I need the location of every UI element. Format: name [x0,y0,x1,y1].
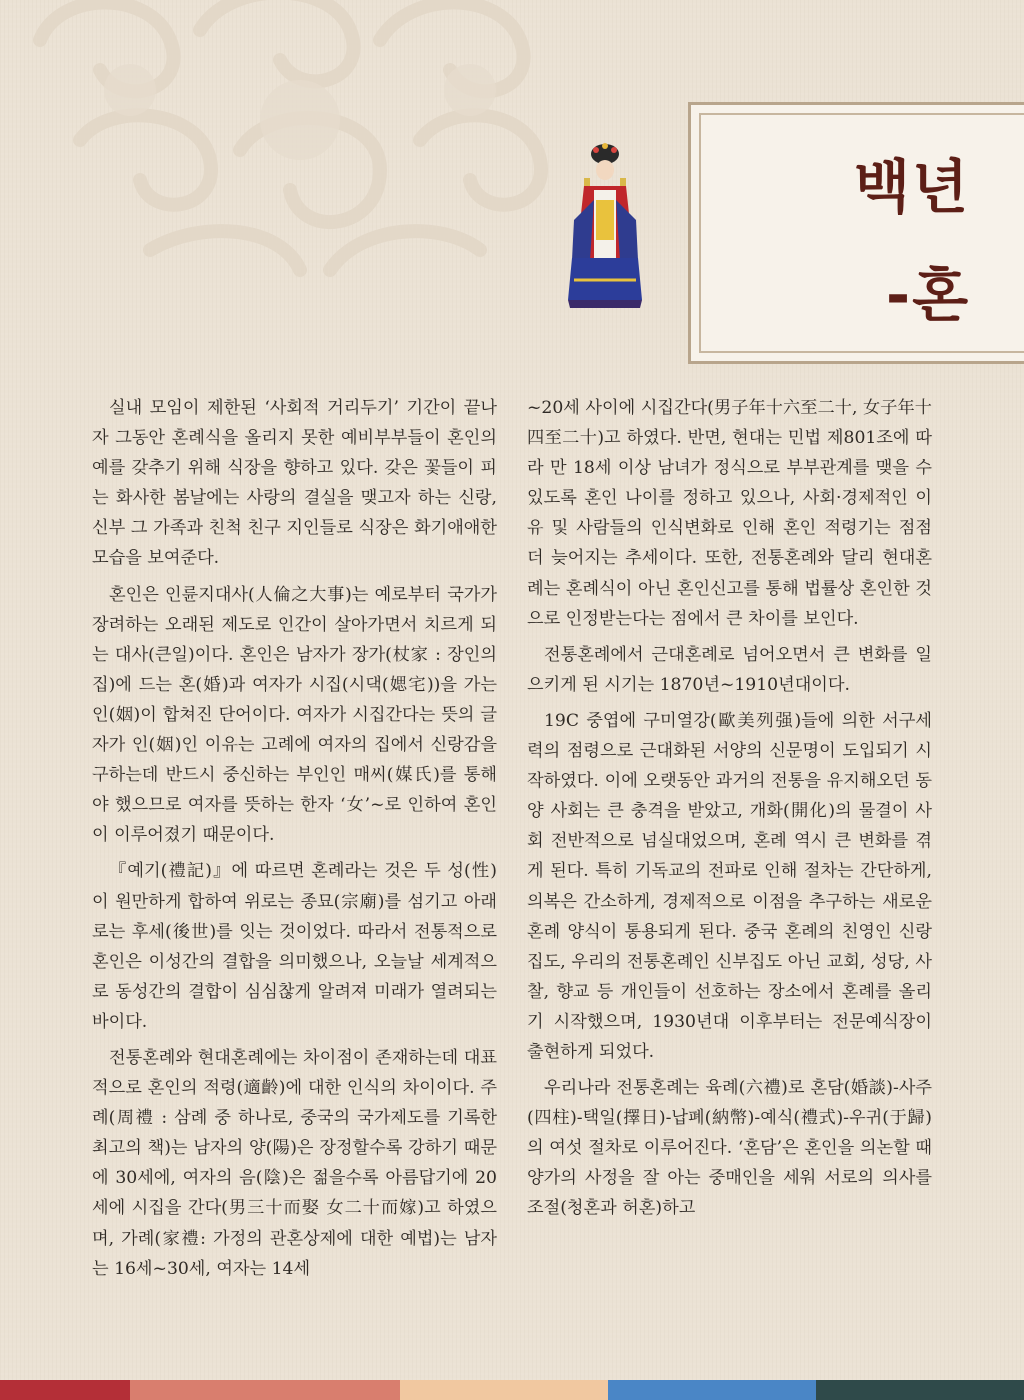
right-column [527,393,932,1230]
footer-stripe-red [0,1380,130,1400]
paragraph: ~20세 사이에 시집간다(男子年十六至二十, 女子年十四至二十)고 하였다. 반면, 현대는 민법 제801조에 따라 만 18세 이상 남녀가 정식으로 부부관계를 맺을 수 있도록 혼인 나이를 정하고 있으나, 사회·경제적인 이유 및 사람들의 인식변화로 인해 혼인 적령기는 점점 더 늦어지는 추세이다. 또한, 전통혼례와 달리 현대혼례는 혼례식이 아닌 혼인신고를 통해 법률상 혼인한 것으로 인정받는다는 점에서 큰 차이를 보인다. [527,398,932,629]
paragraph: 실내 모임이 제한된 ‘사회적 거리두기’ 기간이 끝나자 그동안 혼례식을 올리지 못한 예비부부들이 혼인의 예를 갖추기 위해 식장을 향하고 있다. 갖은 꽃들이 피는 화사한 봄날에는 사랑의 결실을 맺고자 하는 신랑, 신부 그 가족과 친척 친구 지인들로 식장은 화기애애한 모습을 보여준다. [92,398,497,569]
bride-hanbok-illustration [560,140,650,310]
page-title-line2: -혼 [886,261,971,329]
paragraph: 『예기(禮記)』에 따르면 혼례라는 것은 두 성(性)이 원만하게 합하여 위로는 종묘(宗廟)를 섬기고 아래로는 후세(後世)를 잇는 것이었다. 따라서 전통적으로 혼인은 이성간의 결합을 의미했으나, 오늘날 세계적으로 동성간의 결합이 심심찮게 알려져 미래가 열려되는 바이다. [92,861,497,1032]
footer-stripe-peach [400,1380,608,1400]
page-title-line1: 백년 [854,153,971,221]
left-column [92,393,497,1290]
paragraph: 19C 중엽에 구미열강(歐美列强)들에 의한 서구세력의 점령으로 근대화된 서양의 신문명이 도입되기 시작하였다. 이에 오랫동안 과거의 전통을 유지해오던 동양 사회는 큰 충격을 받았고, 개화(開化)의 물결이 사회 전반적으로 넘실대었으며, 혼례 역시 큰 변화를 겪게 된다. 특히 기독교의 전파로 인해 절차는 간단하게, 의복은 간소하게, 경제적으로 이점을 추구하는 새로운 혼례 양식이 통용되게 된다. 중국 혼례의 친영인 신랑집도, 우리의 전통혼례인 신부집도 아닌 교회, 성당, 사찰, 향교 등 개인들이 선호하는 장소에서 혼례를 올리기 시작했으며, 1930년대 이후부터는 전문예식장이 출현하게 되었다. [527,710,932,1062]
paragraph: 전통혼례와 현대혼례에는 차이점이 존재하는데 대표적으로 혼인의 적령(適齡)에 대한 인식의 차이이다. 주례(周禮 : 삼례 중 하나로, 중국의 국가제도를 기록한 최고의 책)는 남자의 양(陽)은 장정할수록 강하기 때문에 30세에, 여자의 음(陰)은 젊을수록 아름답기에 20세에 시집을 간다(男三十而娶 女二十而嫁)고 하였으며, 가례(家禮: 가정의 관혼상제에 대한 예법)는 남자는 16세~30세, 여자는 14세 [92,1047,497,1279]
paragraph: 전통혼례에서 근대혼례로 넘어오면서 큰 변화를 일으키게 된 시기는 1870년~1910년대이다. [527,644,932,695]
footer-stripe-salmon [130,1380,400,1400]
paragraph: 우리나라 전통혼례는 육례(六禮)로 혼담(婚談)-사주(四柱)-택일(擇日)-납폐(納幣)-예식(禮式)-우귀(于歸)의 여섯 절차로 이루어진다. ‘혼담’은 혼인을 의논할 때 양가의 사정을 잘 아는 중매인을 세워 서로의 의사를 조절(청혼과 허혼)하고 [527,1078,932,1219]
footer-stripe-dark [816,1380,1024,1400]
footer-stripe-blue [608,1380,816,1400]
paragraph: 혼인은 인륜지대사(人倫之大事)는 예로부터 국가가 장려하는 오래된 제도로 인간이 살아가면서 치르게 되는 대사(큰일)이다. 혼인은 남자가 장가(杖家 : 장인의 집)에 드는 혼(婚)과 여자가 시집(시댁(媤宅))을 가는 인(姻)이 합쳐진 단어이다. 여자가 시집간다는 뜻의 글자가 인(姻)인 이유는 고례에 여자의 집에서 신랑감을 구하는데 반드시 중신하는 부인인 매씨(媒氏)를 통해야 했으므로 여자를 뜻하는 한자 ‘女’~로 인하여 혼인이 이루어졌기 때문이다. [92,584,497,846]
cloud-ornament [0,0,600,300]
